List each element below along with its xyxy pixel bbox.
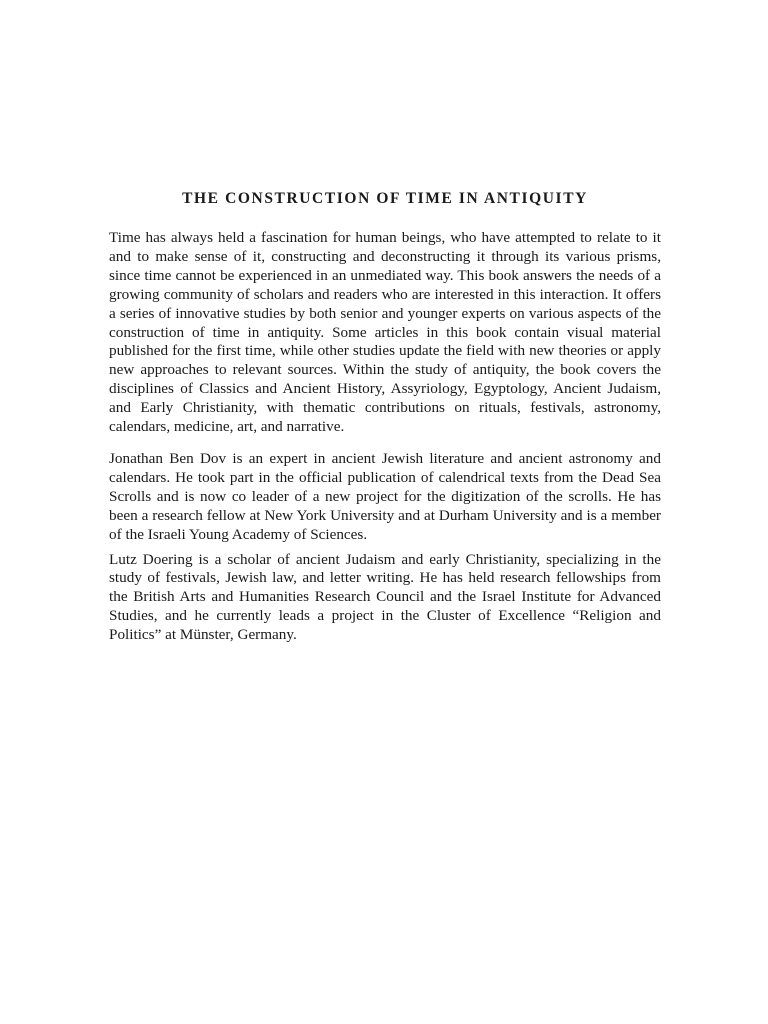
author-bio-jonathan-ben-dov: Jonathan Ben Dov is an expert in ancient Jewish literature and ancient astronomy and calendars. He took part in the official publication of calendrical texts from the Dead Sea Scrolls and is now co leader of a new project for the digitization of the scrolls. He has been a research fellow at New York University and at Durham University and is a member of the Israeli Young Academy of Sciences. (109, 449, 661, 543)
book-description-paragraph: Time has always held a fascination for human beings, who have attempted to relate to it and to make sense of it, constructing and deconstructing it through its various prisms, since time cannot be experienced in an unmediated way. This book answers the needs of a growing community of scholars and readers who are interested in this interaction. It offers a series of innovative studies by both senior and younger experts on various aspects of the construction of time in antiquity. Some articles in this book contain visual material published for the first time, while other studies update the field with new theories or apply new approaches to relevant sources. Within the study of antiquity, the book covers the disciplines of Classics and Ancient History, Assyriology, Egyptology, Ancient Judaism, and Early Christianity, with thematic contributions on rituals, festivals, astronomy, calendars, medicine, art, and narrative. (109, 229, 661, 436)
author-bio-lutz-doering: Lutz Doering is a scholar of ancient Judaism and early Christianity, specializing in the study of festivals, Jewish law, and letter writing. He has held research fellowships from the British Arts and Humanities Research Council and the Israel Institute for Advanced Studies, and he currently leads a project in the Cluster of Excellence “Religion and Politics” at Münster, Germany. (109, 550, 661, 644)
document-body (109, 229, 661, 645)
book-title: THE CONSTRUCTION OF TIME IN ANTIQUITY (182, 190, 588, 207)
